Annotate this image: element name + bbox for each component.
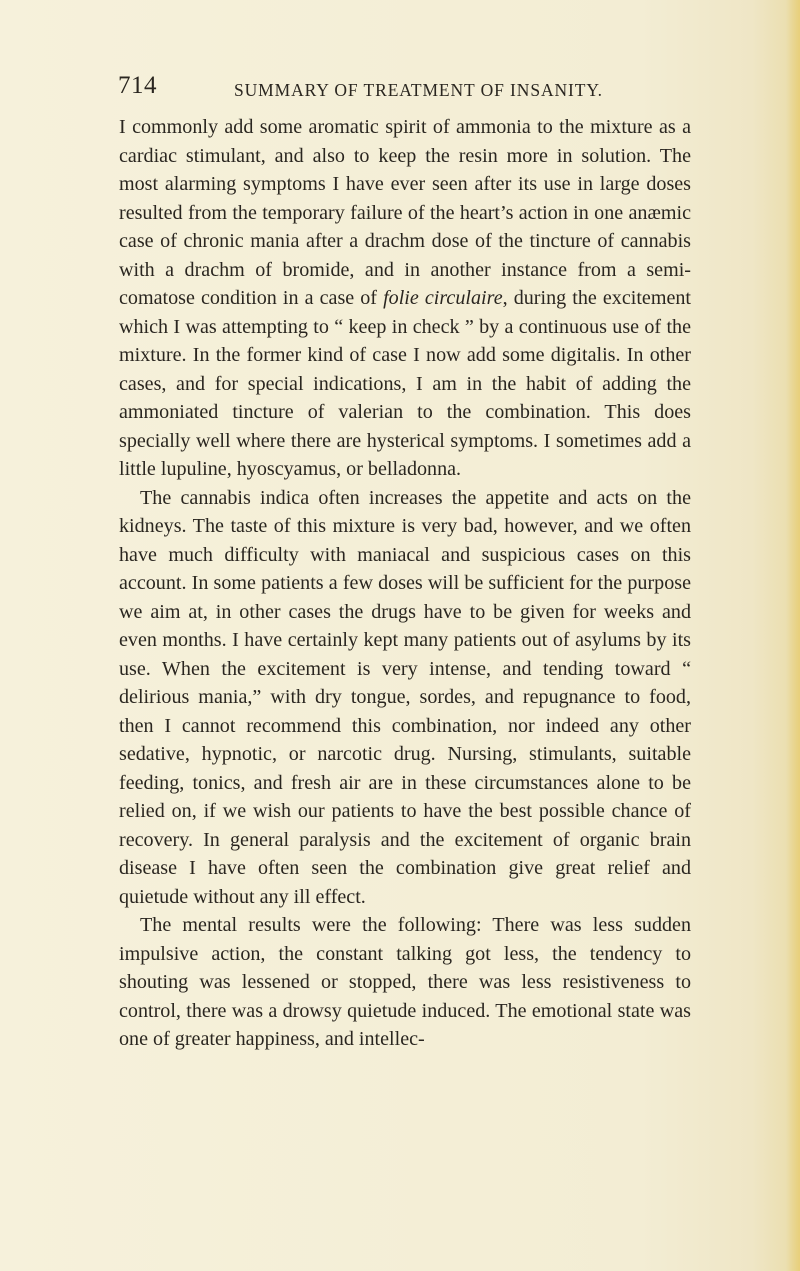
body-text: [119, 113, 691, 1054]
page-edge-shadow: [786, 0, 800, 1271]
page-number: 714: [118, 72, 157, 99]
paragraph-1-start: I commonly add some aromatic spirit of ammonia to the mixture as a cardiac stimulant, and also to keep the resin more in solution. The most alarming symptoms I have ever seen after its use in large doses resulted from the temporary failure of the heart’s action in one anæmic case of chronic mania after a drachm dose of the tincture of cannabis with a drachm of bromide, and in another instance from a semi-comatose condition in a case of: [119, 116, 691, 309]
paragraph-3: The mental results were the following: There was less sudden impulsive action, the constant talking got less, the tendency to shouting was lessened or stopped, there was less resistiveness to control, there was a drowsy quietude induced. The emotional state was one of greater happiness, and intellec-: [119, 914, 691, 1050]
paragraph-2: The cannabis indica often increases the appetite and acts on the kidneys. The taste of this mixture is very bad, however, and we often have much difficulty with maniacal and suspicious cases on this account. In some patients a few doses will be sufficient for the purpose we aim at, in other cases the drugs have to be given for weeks and even months. I have certainly kept many patients out of asylums by its use. When the excitement is very intense, and tending toward “ delirious mania,” with dry tongue, sordes, and repugnance to food, then I cannot recommend this combination, nor indeed any other sedative, hypnotic, or narcotic drug. Nursing, stimulants, suitable feeding, tonics, and fresh air are in these circumstances alone to be relied on, if we wish our patients to have the best possible chance of recovery. In general paralysis and the excitement of organic brain disease I have often seen the combination give great relief and quietude without any ill effect.: [119, 486, 691, 908]
paragraph-1: [119, 113, 691, 484]
running-title: SUMMARY OF TREATMENT OF INSANITY.: [234, 80, 603, 100]
italic-term: folie circulaire: [383, 287, 503, 309]
page-header: [118, 72, 678, 112]
paragraph-1-end: , during the excitement which I was attempting to “ keep in check ” by a continuous use of the mixture. In the former kind of case I now add some digitalis. In other cases, and for special indications, I am in the habit of adding the ammoniated tincture of valerian to the combination. This does specially well where there are hysterical symptoms. I sometimes add a little lupuline, hyoscyamus, or belladonna.: [119, 287, 691, 480]
